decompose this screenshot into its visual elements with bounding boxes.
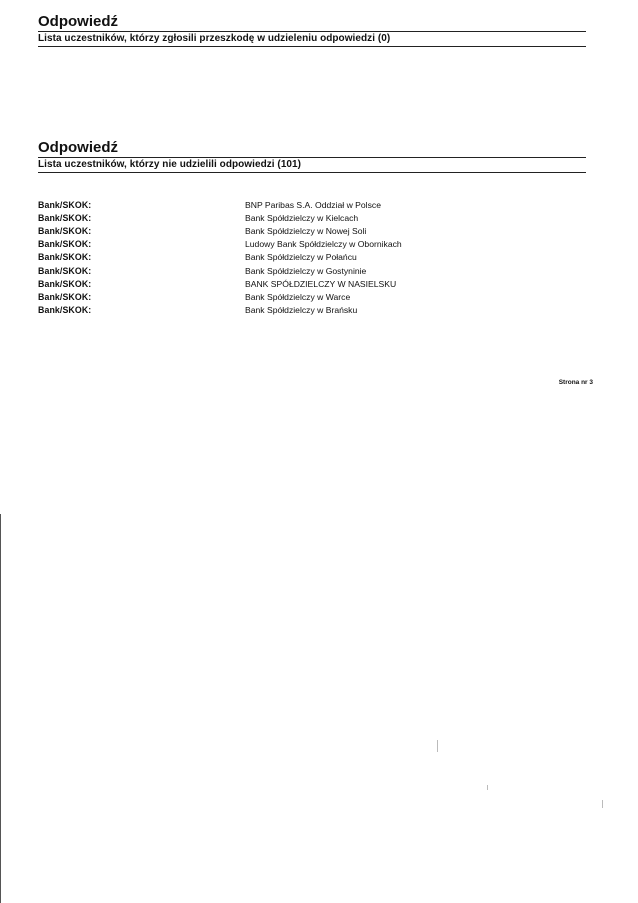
participant-name: Bank Spółdzielczy w Brańsku <box>245 305 358 316</box>
page-number: Strona nr 3 <box>558 379 593 386</box>
participant-name: BNP Paribas S.A. Oddział w Polsce <box>245 199 381 210</box>
participant-name: Bank Spółdzielczy w Gostyninie <box>245 265 367 276</box>
participant-name: Bank Spółdzielczy w Kielcach <box>245 212 359 223</box>
section-title: Odpowiedź <box>38 139 118 156</box>
participant-type-label: Bank/SKOK: <box>38 225 92 236</box>
participant-type-label: Bank/SKOK: <box>38 199 92 210</box>
section-title: Odpowiedź <box>38 13 118 30</box>
scan-speck <box>437 740 438 752</box>
participant-name: Ludowy Bank Spółdzielczy w Obornikach <box>245 239 402 250</box>
list-item <box>38 211 586 224</box>
list-item <box>38 198 586 211</box>
scan-speck <box>602 800 603 808</box>
response-section-obstacles <box>38 14 586 47</box>
participant-list <box>38 198 586 317</box>
scan-edge-line <box>0 514 1 903</box>
subtitle-divider <box>38 46 586 47</box>
list-item <box>38 264 586 277</box>
scan-speck <box>487 785 488 790</box>
participant-type-label: Bank/SKOK: <box>38 239 92 250</box>
title-divider <box>38 31 586 32</box>
list-item <box>38 304 586 317</box>
section-subtitle: Lista uczestników, którzy zgłosili przeszkodę w udzieleniu odpowiedzi (0) <box>38 33 391 44</box>
participant-type-label: Bank/SKOK: <box>38 265 92 276</box>
participant-type-label: Bank/SKOK: <box>38 212 92 223</box>
participant-type-label: Bank/SKOK: <box>38 278 92 289</box>
list-item <box>38 251 586 264</box>
list-item <box>38 238 586 251</box>
subtitle-divider <box>38 172 586 173</box>
section-subtitle: Lista uczestników, którzy nie udzielili odpowiedzi (101) <box>38 159 302 170</box>
participant-name: Bank Spółdzielczy w Warce <box>245 291 351 302</box>
list-item <box>38 277 586 290</box>
list-item <box>38 224 586 237</box>
participant-type-label: Bank/SKOK: <box>38 252 92 263</box>
participant-type-label: Bank/SKOK: <box>38 291 92 302</box>
participant-name: Bank Spółdzielczy w Nowej Soli <box>245 225 367 236</box>
response-section-no-answer <box>38 140 586 173</box>
list-item <box>38 290 586 303</box>
participant-type-label: Bank/SKOK: <box>38 305 92 316</box>
title-divider <box>38 157 586 158</box>
participant-name: BANK SPÓŁDZIELCZY W NASIELSKU <box>245 278 397 289</box>
participant-name: Bank Spółdzielczy w Połańcu <box>245 252 357 263</box>
